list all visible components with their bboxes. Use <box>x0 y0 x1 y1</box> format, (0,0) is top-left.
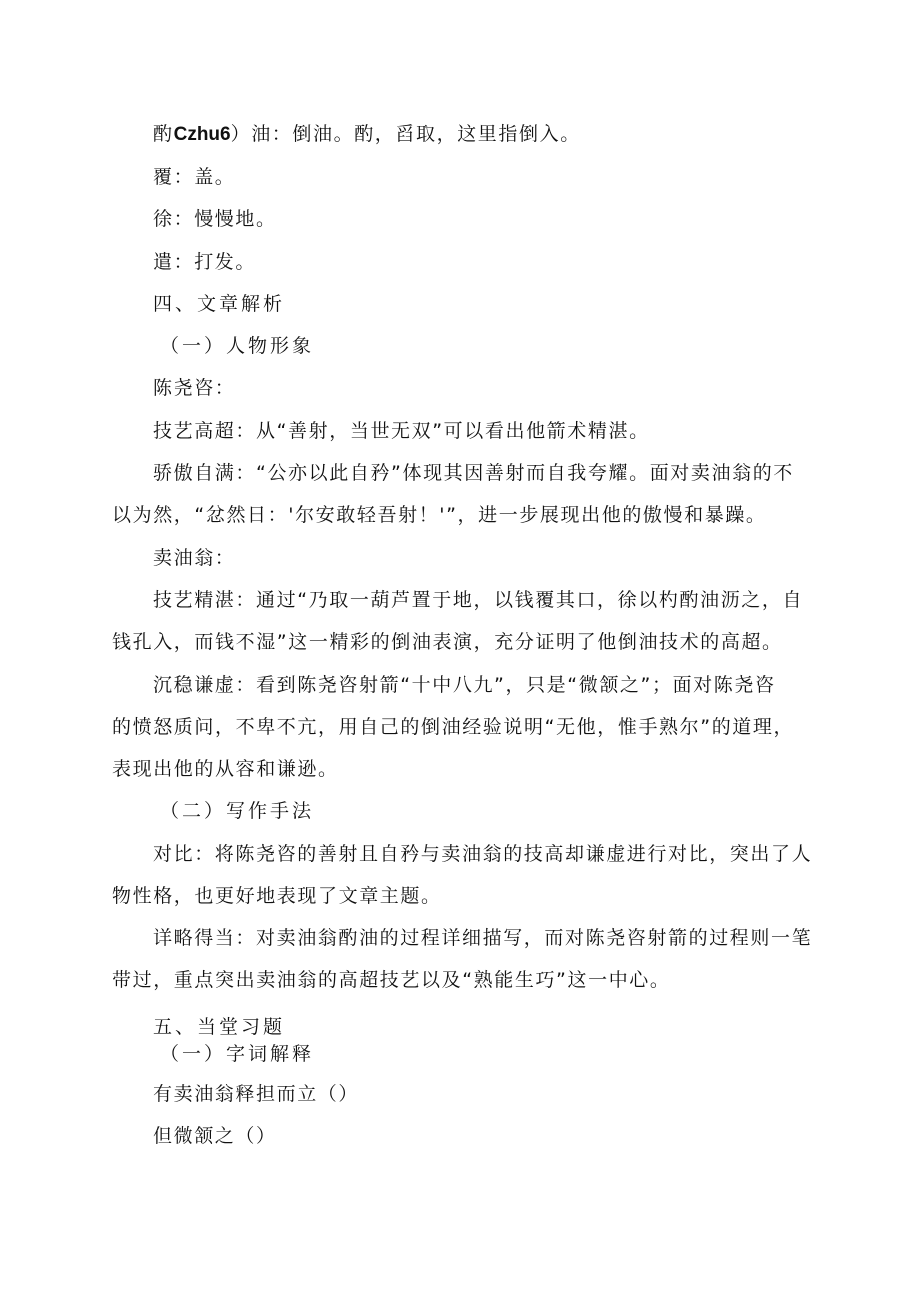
weng-calm-line-1: 沉稳谦虚：看到陈尧咨射箭“十中八九”，只是“微颔之”；面对陈尧咨 <box>153 674 776 696</box>
section-4-heading: 四、文章解析 <box>153 293 286 315</box>
weng-label: 卖油翁： <box>153 547 236 569</box>
subsection-techniques: （二）写作手法 <box>160 800 315 822</box>
contrast-line-1: 对比：将陈尧咨的善射且自矜与卖油翁的技高却谦虚进行对比，突出了人 <box>153 843 813 865</box>
vocab-zhu-head: 酌 <box>153 123 174 145</box>
subsection-characters: （一）人物形象 <box>160 335 315 357</box>
contrast-line-2: 物性格，也更好地表现了文章主题。 <box>112 885 442 907</box>
weng-skill-line-1: 技艺精湛：通过“乃取一葫芦置于地，以钱覆其口，徐以杓酌油沥之，自 <box>153 589 804 611</box>
chen-proud-line-1: 骄傲自满：“公亦以此自矜”体现其因善射而自我夸耀。面对卖油翁的不 <box>153 462 794 484</box>
weng-calm-line-3: 表现出他的从容和谦逊。 <box>112 758 339 780</box>
detail-line-2: 带过，重点突出卖油翁的高超技艺以及“熟能生巧”这一中心。 <box>112 969 671 991</box>
weng-skill-line-2: 钱孔入，而钱不湿”这一精彩的倒油表演，充分证明了他倒油技术的高超。 <box>112 631 783 653</box>
vocab-qian: 遣：打发。 <box>153 251 257 273</box>
vocab-xu: 徐：慢慢地。 <box>153 208 277 230</box>
weng-calm-line-2: 的愤怒质问，不卑不亢，用自己的倒油经验说明“无他，惟手熟尔”的道理， <box>112 716 795 738</box>
chen-skill: 技艺高超：从“善射，当世无双”可以看出他箭术精湛。 <box>153 420 650 442</box>
exercise-question-1: 有卖油翁释担而立（） <box>153 1083 360 1105</box>
subsection-vocab-exercise: （一）字词解释 <box>160 1043 315 1065</box>
exercise-question-2: 但微颔之（） <box>153 1125 277 1147</box>
section-5-heading: 五、当堂习题 <box>153 1016 286 1038</box>
vocab-fu: 覆：盖。 <box>153 166 236 188</box>
detail-line-1: 详略得当：对卖油翁酌油的过程详细描写，而对陈尧咨射箭的过程则一笔 <box>153 927 813 949</box>
vocab-zhu-tail: ）油：倒油。酌，舀取，这里指倒入。 <box>230 123 581 145</box>
vocab-zhu <box>153 125 581 144</box>
vocab-zhu-pinyin: Czhu6 <box>173 124 231 145</box>
chen-label: 陈尧咨： <box>153 377 236 399</box>
chen-proud-line-2: 以为然，“忿然日：'尔安敢轻吾射！'”，进一步展现出他的傲慢和暴躁。 <box>112 504 767 526</box>
